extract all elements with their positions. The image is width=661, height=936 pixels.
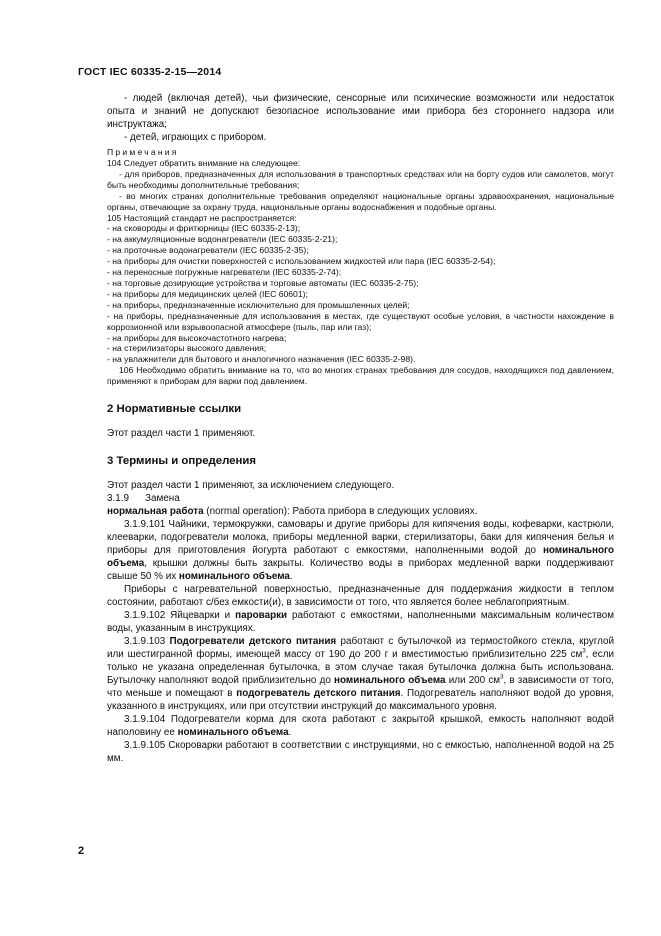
note-105-item: - на приборы, предназначенные исключительно для промышленных целей; (107, 299, 410, 310)
notes-title: Примечания (107, 147, 179, 157)
note-104-item: - во многих странах дополнительные требования определяют национальные органы здравоохранения, национальные органы, отвечающие за охрану труда, национальные органы водоснабжения и подобные органы. (107, 190, 614, 212)
document-header: ГОСТ IEC 60335-2-15—2014 (78, 66, 222, 78)
note-105-item: - на приборы, предназначенные для использования в местах, где существуют особые условия, в частности нахождение в коррозионной или взрывоопасной атмосфере (пыль, пар или газ); (107, 310, 614, 332)
note-105-item: - на увлажнители для бытового и аналогичного назначения (IEC 60335-2-98). (107, 354, 416, 365)
note-105-item: - на сковороды и фритюрницы (IEC 60335-2-13); (107, 223, 301, 234)
note-105-item: - на аккумуляционные водонагреватели (IEC 60335-2-21); (107, 234, 338, 245)
note-105-item: - на приборы для очистки поверхностей с использованием жидкостей или пара (IEC 60335-2-54); (107, 256, 496, 267)
note-105-item: - на переносные погружные нагреватели (IEC 60335-2-74); (107, 267, 342, 278)
note-105-item: - на приборы для высокочастотного нагрева; (107, 332, 287, 343)
note-104: 104 Следует обратить внимание на следующее: (107, 158, 301, 168)
page-number: 2 (78, 845, 85, 857)
section-3-title: 3 Термины и определения (107, 455, 257, 468)
note-105-item: - на проточные водонагреватели (IEC 60335-2-35); (107, 245, 309, 256)
clause-3-1-9-104: 3.1.9.104 Подогреватели корма для скота работают с закрытой крышкой, емкость наполняют водой наполовину ее номинального объема. (107, 714, 614, 739)
term: номинального объема (177, 727, 289, 739)
term: номинального объема (107, 545, 614, 570)
clause-3-1-9-101: 3.1.9.101 Чайники, термокружки, самовары и другие приборы для кипячения воды, кофеварки, кастрюли, клееварки, подогреватели молока, приборы медленной варки, стерилизаторы, баки для кипячения белья и приборы для приготовления йогурта работают с емкостями, наполненными водой до номинального объема, крышки должны быть закрыты. Количество воды в приборах медленной варки поддерживают свыше 50 % их номинального объема. (107, 519, 614, 583)
clause-number: 3.1.9 (107, 493, 129, 505)
term: номинального объема (178, 571, 290, 583)
note-106: 106 Необходимо обратить внимание на то, что во многих странах требования для сосудов, находящихся под давлением, применяют к приборам для варки под давлением. (107, 365, 614, 387)
section-2-title: 2 Нормативные ссылки (107, 403, 242, 416)
term: Подогреватели детского питания (169, 636, 337, 648)
note-105-item: - на стерилизаторы высокого давления; (107, 343, 267, 354)
page-body (107, 92, 614, 765)
note-104-item: - для приборов, предназначенных для использования в транспортных средствах или на борту судов или самолетов, могут быть необходимы дополнительные требования; (107, 168, 614, 190)
clause-3-1-9 (107, 492, 614, 505)
note-105-item: - на торговые дозирующие устройства и торговые автоматы (IEC 60335-2-75); (107, 277, 419, 288)
text-paragraph: - детей, играющих с прибором. (124, 132, 267, 143)
term: подогреватель детского питания (236, 688, 401, 700)
notes-block (107, 147, 614, 387)
term: номинального объема (334, 675, 446, 687)
clause-3-1-9-103: 3.1.9.103 Подогреватели детского питания работают с бутылочкой из термостойкого стекла, круглой или шестигранной формы, имеющей массу от 190 до 200 г и вместимостью приблизительно 225 $см^3$, если только не указана определенная бутылочка, в этом случае такая бутылочка должна быть использована. Бутылочку наполняют водой приблизительно до номинального объема или 200 $см^3$, в зависимости от того, что меньше и помещают в подогреватель детского питания. Подогреватель наполняют водой до уровня, указанного в инструкциях, или при отсутствии инструкций до максимального уровня. (107, 636, 615, 713)
defined-term: нормальная работа (107, 506, 204, 518)
section-2-text: Этот раздел части 1 применяют. (107, 428, 256, 440)
note-105-item: - на приборы для медицинских целей (IEC 60601); (107, 288, 308, 299)
definition-normal-operation: нормальная работа (normal operation): Работа прибора в следующих условиях. (107, 506, 478, 518)
text-paragraph: - людей (включая детей), чьи физические, сенсорные или психические возможности или недостаток опыта и знаний не допускают безопасное использование ими прибора без стороннего надзора или инструктажа; (107, 93, 614, 130)
text-paragraph: Приборы с нагревательной поверхностью, предназначенные для поддержания жидкости в теплом состоянии, работают с/без емкости(и), в зависимости от того, что является более неблагоприятным. (107, 584, 614, 609)
section-3-intro: Этот раздел части 1 применяют, за исключением следующего. (107, 480, 395, 492)
clause-3-1-9-102: 3.1.9.102 Яйцеварки и пароварки работают с емкостями, наполненными максимальным количеством воды, указанным в инструкциях. (107, 610, 614, 635)
note-105: 105 Настоящий стандарт не распространяется: (107, 212, 297, 223)
clause-3-1-9-105: 3.1.9.105 Скороварки работают в соответствии с инструкциями, но с емкостью, наполненной водой на 25 мм. (107, 740, 614, 765)
clause-word: Замена (145, 493, 180, 505)
term: пароварки (235, 610, 288, 622)
